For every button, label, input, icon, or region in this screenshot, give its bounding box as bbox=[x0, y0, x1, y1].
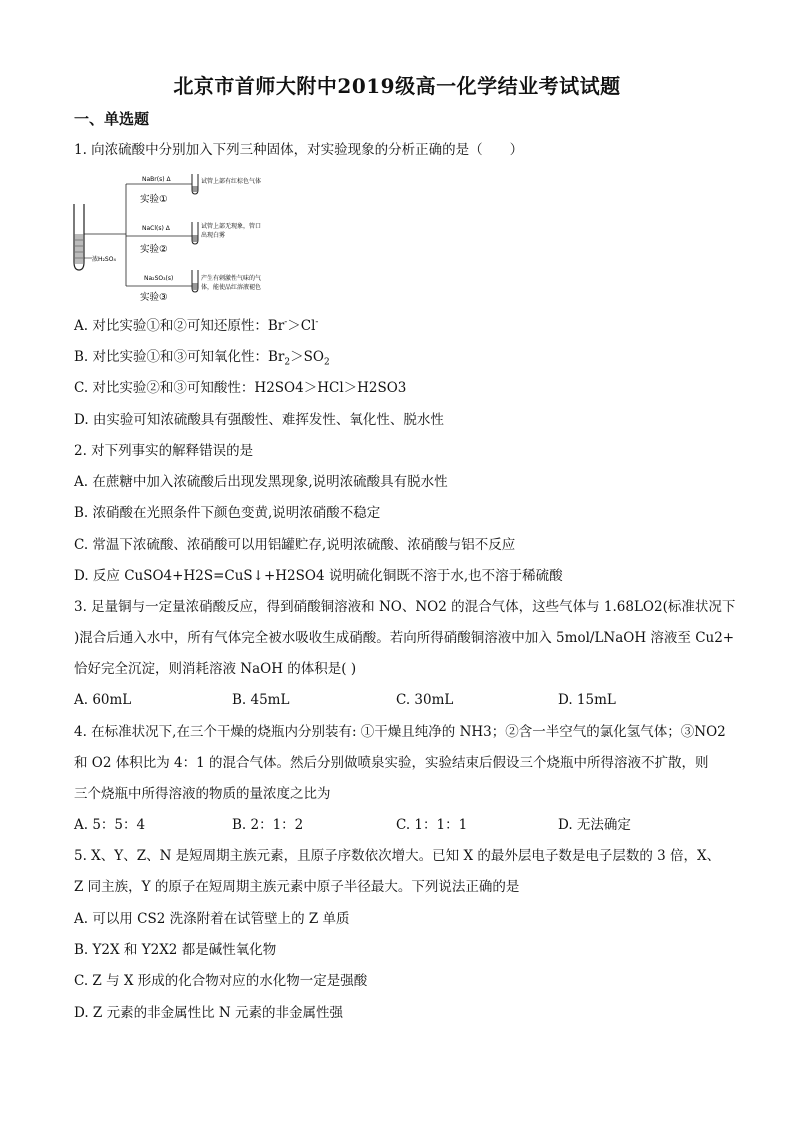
q4-stem-line-2: 和 O2 体积比为 4：1 的混合气体。然后分别做喷泉实验，实验结束后假设三个烧瓶中所得溶液不扩散，则 bbox=[74, 755, 709, 771]
exp2-label: 实验② bbox=[140, 244, 168, 255]
q3-option-c: C. 30mL bbox=[396, 692, 454, 708]
exp2-reagent: NaCl(s) Δ bbox=[142, 225, 170, 232]
q4-option-a: A. 5：5：4 bbox=[74, 817, 146, 833]
exp2-result-1: 试管上部无现象，管口 bbox=[201, 223, 262, 230]
q3-stem-line-3: 恰好完全沉淀，则消耗溶液 NaOH 的体积是( ) bbox=[74, 661, 357, 677]
small-test-tube-icon bbox=[192, 270, 198, 292]
small-test-tube-icon bbox=[192, 174, 198, 194]
q4-option-b: B. 2：1：2 bbox=[232, 817, 304, 833]
q5-option-d: D. Z 元素的非金属性比 N 元素的非金属性强 bbox=[74, 1005, 343, 1021]
q2-option-d: D. 反应 CuSO4+H2S=CuS↓+H2SO4 说明硫化铜既不溶于水,也不溶于稀硫酸 bbox=[74, 568, 563, 584]
q3-option-b: B. 45mL bbox=[232, 692, 290, 708]
q5-option-a: A. 可以用 CS2 洗涤附着在试管壁上的 Z 单质 bbox=[74, 911, 350, 927]
exp1-reagent: NaBr(s) Δ bbox=[142, 176, 171, 183]
exp3-result-2: 体，能使品红溶液褪色 bbox=[201, 284, 262, 291]
q4-option-c: C. 1：1：1 bbox=[396, 817, 468, 833]
q3-option-a: A. 60mL bbox=[74, 692, 132, 708]
q5-stem-line-2: Z 同主族，Y 的原子在短周期主族元素中原子半径最大。下列说法正确的是 bbox=[74, 879, 520, 895]
q2-option-a: A. 在蔗糖中加入浓硫酸后出现发黑现象,说明浓硫酸具有脱水性 bbox=[74, 474, 448, 490]
q1-stem: 1. 向浓硫酸中分别加入下列三种固体，对实验现象的分析正确的是（ ） bbox=[74, 142, 524, 158]
q4-option-d: D. 无法确定 bbox=[558, 817, 631, 833]
q3-stem-line-2: )混合后通入水中，所有气体完全被水吸收生成硝酸。若向所得硝酸铜溶液中加入 5mol/LNaOH 溶液至 Cu2+ bbox=[74, 630, 735, 646]
section-heading: 一、单选题 bbox=[74, 110, 150, 128]
q5-stem-line-1: 5. X、Y、Z、N 是短周期主族元素，且原子序数依次增大。已知 X 的最外层电子数是电子层数的 3 倍，X、 bbox=[74, 848, 721, 864]
exp3-result-1: 产生有刺激性气味的气 bbox=[201, 275, 262, 282]
small-test-tube-icon bbox=[192, 222, 198, 244]
q5-option-c: C. Z 与 X 形成的化合物对应的水化物一定是强酸 bbox=[74, 973, 368, 989]
exp2-result-2: 出现白雾 bbox=[201, 232, 226, 239]
q3-stem-line-1: 3. 足量铜与一定量浓硝酸反应，得到硝酸铜溶液和 NO、NO2 的混合气体，这些气体与 1.68LO2(标准状况下 bbox=[74, 599, 736, 615]
exp1-result: 试管上部有红棕色气体 bbox=[201, 178, 262, 185]
q2-option-b: B. 浓硝酸在光照条件下颜色变黄,说明浓硝酸不稳定 bbox=[74, 505, 381, 521]
exp3-label: 实验③ bbox=[140, 292, 168, 303]
q2-option-c: C. 常温下浓硫酸、浓硝酸可以用铝罐贮存,说明浓硫酸、浓硝酸与铝不反应 bbox=[74, 537, 516, 553]
q1-option-d: D. 由实验可知浓硫酸具有强酸性、难挥发性、氧化性、脱水性 bbox=[74, 412, 444, 428]
q1-option-b: B. 对比实验①和③可知氧化性：$Br_2>SO_2$ bbox=[74, 349, 330, 368]
acid-label: 浓H₂SO₄ bbox=[92, 256, 116, 263]
q4-stem-line-1: 4. 在标准状况下,在三个干燥的烧瓶内分别装有: ①干燥且纯净的 NH3；②含一半空气的氯化氢气体；③NO2 bbox=[74, 724, 726, 740]
q1-experiment-diagram bbox=[68, 170, 308, 304]
page-title: 北京市首师大附中2019级高一化学结业考试试题 bbox=[173, 74, 621, 98]
q1-option-a: A. 对比实验①和②可知还原性：Br-＞Cl- bbox=[74, 317, 319, 334]
q2-stem: 2. 对下列事实的解释错误的是 bbox=[74, 443, 254, 459]
q4-stem-line-3: 三个烧瓶中所得溶液的物质的量浓度之比为 bbox=[74, 786, 331, 802]
q3-option-d: D. 15mL bbox=[558, 692, 616, 708]
q1-option-c: C. 对比实验②和③可知酸性：H2SO4＞HCl＞H2SO3 bbox=[74, 380, 407, 396]
acid-test-tube-icon bbox=[74, 204, 84, 270]
exp3-reagent: Na₂SO₃(s) bbox=[144, 275, 174, 282]
exp1-label: 实验① bbox=[140, 194, 168, 205]
q5-option-b: B. Y2X 和 Y2X2 都是碱性氧化物 bbox=[74, 942, 277, 958]
